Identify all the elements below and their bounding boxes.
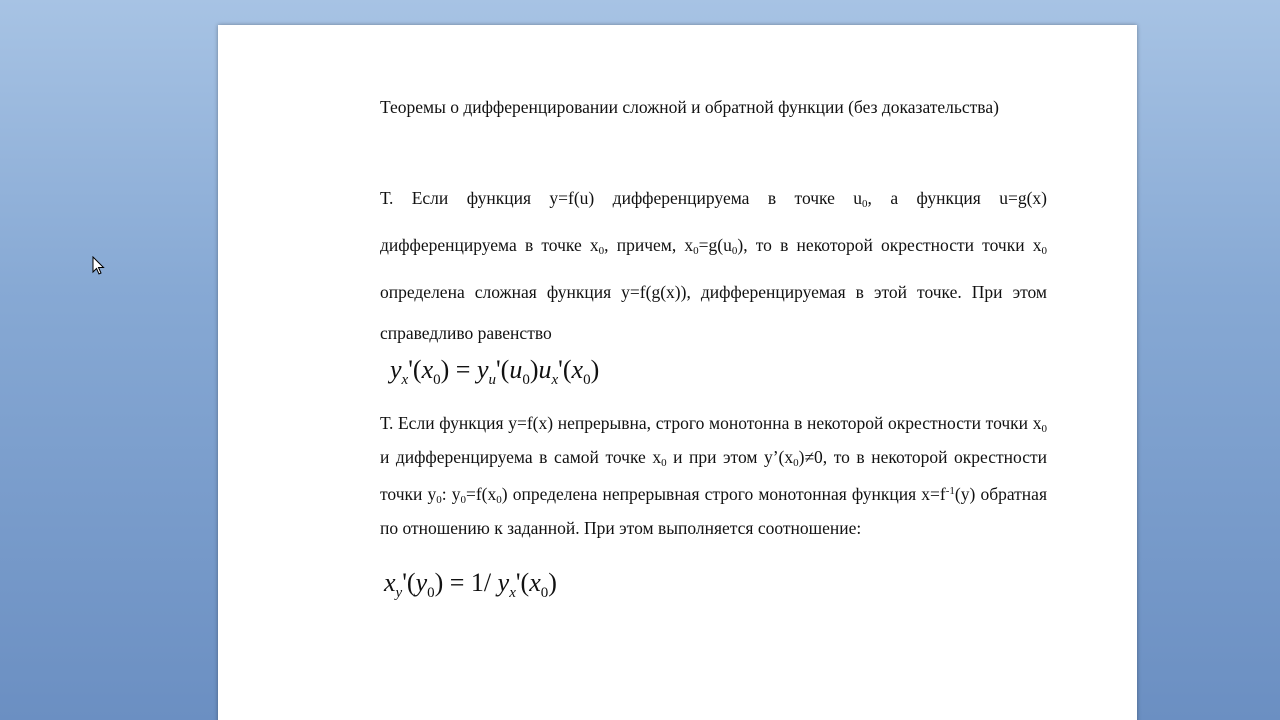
inverse-derivative-formula: $x_y'(y_0) = 1/$ $y_x'(x_0)$: [384, 568, 557, 601]
document-page: [218, 25, 1137, 720]
heading-paragraph: Теоремы о дифференцировании сложной и обратной функции (без доказательства): [380, 97, 999, 117]
theorem1-paragraph: Т. Если функция y=f(u) дифференцируема в точке $u_0$, а функция u=g(x) дифференцируема в точке $x_0$, причем, $x_0=g(u_0)$, то в некоторой окрестности точки $x_0$ определена сложная функция y=f(g(x)), дифференцируемая в этой точке. При этом справедливо равенство: [380, 188, 1048, 343]
mouse-cursor-icon: [92, 256, 106, 276]
chain-rule-formula: $y_x'(x_0) = y_u'(u_0)u_x'(x_0)$: [390, 355, 600, 388]
theorem2-paragraph: Т. Если функция y=f(x) непрерывна, строго монотонна в некоторой окрестности точки $x_0$ и дифференцируема в самой точке $x_0$ и при этом $y’(x_0)\ne 0$, то в некоторой окрестности точки $y_0$: $y_0=f(x_0)$ определена непрерывная строго монотонная функция $x=f^{-1}(y)$ обратная по отношению к заданной. При этом выполняется соотношение:: [380, 413, 1047, 538]
